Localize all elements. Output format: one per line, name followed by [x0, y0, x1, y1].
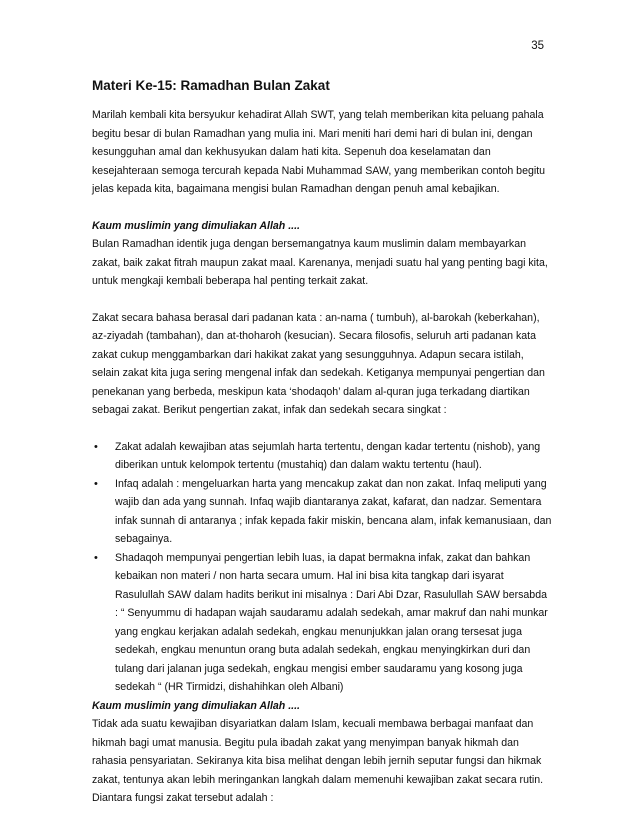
list-item-text: Infaq adalah : mengeluarkan harta yang mencakup zakat dan non zakat. Infaq meliputi yang wajib dan ada yang sunnah. Infaq wajib diantaranya zakat, kafarat, dan nadzar. Sementara infak sunnah di antaranya ; infak kepada fakir miskin, bencana alam, infak kemanusiaan, dan sebagainya.: [115, 477, 552, 545]
list-item: [92, 549, 552, 697]
list-item: [92, 438, 552, 475]
document-body: [92, 78, 552, 808]
section2-text: Tidak ada suatu kewajiban disyariatkan dalam Islam, kecuali membawa berbagai manfaat dan hikmah bagi umat manusia. Begitu pula ibadah zakat yang menyimpan banyak hikmah dan rahasia pensyariatan. Sekiranya kita bisa melihat dengan lebih jernih seputar fungsi dan hikmak zakat, tentunya akan lebih meringankan langkah dalam memenuhi kewajiban zakat secara rutin. Diantara fungsi zakat tersebut adalah :: [92, 718, 544, 804]
list-item: [92, 475, 552, 549]
bullet-icon: •: [94, 440, 98, 453]
document-title: Materi Ke-15: Ramadhan Bulan Zakat: [92, 78, 330, 93]
bullet-icon: •: [94, 477, 98, 490]
definition-list: [92, 438, 552, 697]
bullet-icon: •: [94, 551, 98, 564]
section1-text: Bulan Ramadhan identik juga dengan bersemangatnya kaum muslimin dalam membayarkan zakat, baik zakat fitrah maupun zakat maal. Karenanya, menjadi suatu hal yang penting bagi kita, untuk mengkaji kembali beberapa hal penting terkait zakat.: [92, 238, 548, 287]
page-number: 35: [531, 40, 544, 52]
list-item-text: Shadaqoh mempunyai pengertian lebih luas, ia dapat bermakna infak, zakat dan bahkan kebaikan non materi / non harta secara umum. Hal ini bisa kita tangkap dari isyarat Rasulullah SAW dalam hadits berikut ini misalnya : Dari Abi Dzar, Rasulullah SAW bersabda : “ Senyummu di hadapan wajah saudaramu adalah sedekah, amar makruf dan nahi munkar yang engkau kerjakan adalah sedekah, engkau menunjukkan jalan orang tersesat juga sedekah, engkau menuntun orang buta adalah sedekah, engkau menyingkirkan duri dan tulang dari jalanan juga sedekah, engkau mengisi ember saudaramu yang kosong juga sedekah “ (HR Tirmidzi, dishahihkan oleh Albani): [115, 551, 548, 693]
zakat-definition-paragraph: Zakat secara bahasa berasal dari padanan kata : an-nama ( tumbuh), al-barokah (keberkahan), az-ziyadah (tambahan), dan at-thoharoh (kesucian). Secara filosofis, seluruh arti padanan kata zakat cukup menggambarkan dari hakikat zakat yang sesungguhnya. Adapun secara istilah, selain zakat kita juga sering mengenal infak dan sedekah. Ketiganya mempunyai pengertian dan penekanan yang berbeda, meskipun kata ‘shodaqoh’ dalam al-quran juga terkadang diartikan sebagai zakat. Berikut pengertian zakat, infak dan sedekah secara singkat :: [92, 311, 545, 416]
section2-heading: Kaum muslimin yang dimuliakan Allah ....: [92, 699, 300, 712]
list-item-text: Zakat adalah kewajiban atas sejumlah harta tertentu, dengan kadar tertentu (nishob), yang diberikan untuk kelompok tertentu (mustahiq) dan dalam waktu tertentu (haul).: [115, 440, 541, 471]
section1-heading: Kaum muslimin yang dimuliakan Allah ....: [92, 219, 300, 232]
intro-paragraph: Marilah kembali kita bersyukur kehadirat Allah SWT, yang telah memberikan kita peluang pahala begitu besar di bulan Ramadhan yang mulia ini. Mari meniti hari demi hari di bulan ini, dengan kesungguhan amal dan kekhusyukan dalam hati kita. Sepenuh doa keselamatan dan kesejahteraan semoga tercurah kepada Nabi Muhammad SAW, yang memberikan contoh begitu jelas kepada kita, bagaimana mengisi bulan Ramadhan dengan penuh amal kebajikan.: [92, 109, 546, 195]
section1-paragraph: [92, 217, 552, 291]
section2-paragraph: [92, 697, 552, 808]
